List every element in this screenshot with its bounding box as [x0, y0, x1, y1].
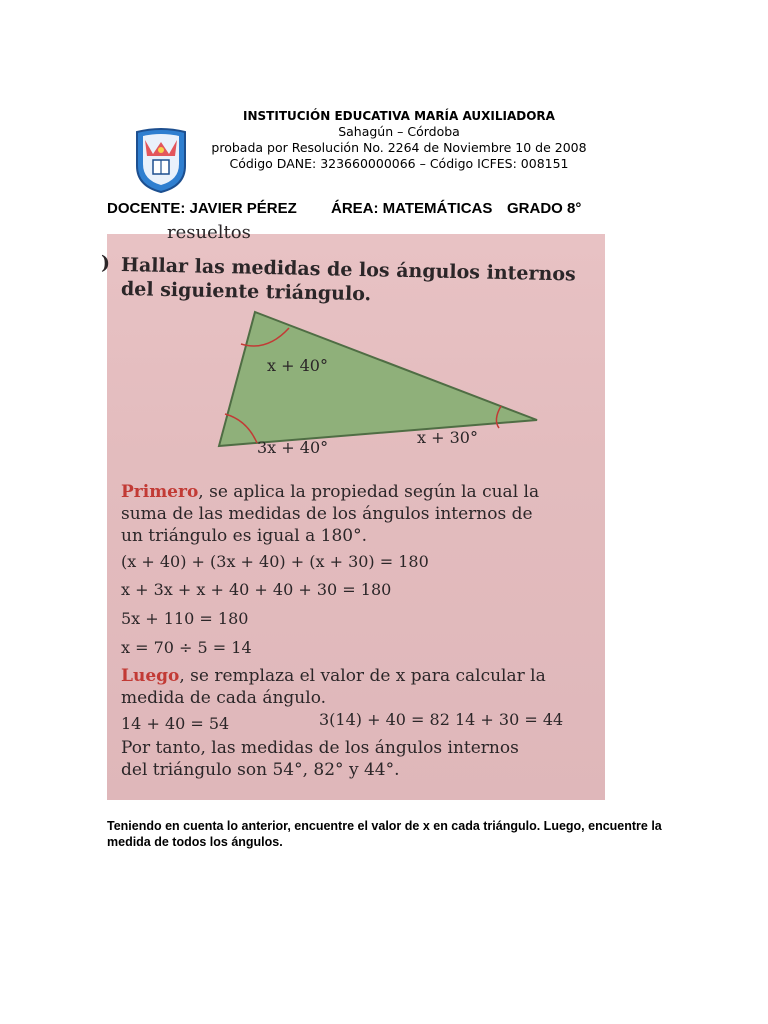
then-keyword: Luego [121, 666, 180, 686]
equation-4: x = 70 ÷ 5 = 14 [121, 638, 252, 657]
calc-2: 3(14) + 40 = 82 14 + 30 = 44 [319, 710, 564, 729]
angle-left-label: 3x + 40° [257, 438, 329, 457]
institution-name: INSTITUCIÓN EDUCATIVA MARÍA AUXILIADORA [243, 109, 555, 123]
fragment-text: resueltos [167, 222, 251, 243]
equation-1: (x + 40) + (3x + 40) + (x + 30) = 180 [121, 552, 429, 571]
equation-3: 5x + 110 = 180 [121, 609, 249, 628]
calc-1: 14 + 40 = 54 [121, 714, 230, 733]
equation-2: x + 3x + x + 40 + 40 + 30 = 180 [121, 580, 392, 599]
example-number: ) [101, 252, 110, 274]
first-step-line3: un triángulo es igual a 180°. [121, 526, 368, 546]
then-step-rest: , se remplaza el valor de x para calcular la [179, 666, 546, 686]
resolution-line: probada por Resolución No. 2264 de Noviembre 10 de 2008 [211, 140, 587, 155]
grade-label: GRADO 8° [507, 200, 582, 217]
school-crest-icon [133, 126, 189, 194]
angle-top-label: x + 40° [267, 356, 328, 375]
problem-title-line2: del siguiente triángulo. [120, 278, 372, 306]
location: Sahagún – Córdoba [338, 124, 460, 139]
conclusion-line2: del triángulo son 54°, 82° y 44°. [121, 760, 400, 780]
problem-title-line1: Hallar las medidas de los ángulos internos [120, 254, 576, 286]
first-step-rest: , se aplica la propiedad según la cual la [198, 482, 540, 502]
first-step-line2: suma de las medidas de los ángulos internos de [121, 504, 533, 524]
first-keyword: Primero [121, 482, 199, 502]
conclusion-line1: Por tanto, las medidas de los ángulos internos [121, 738, 519, 758]
triangle-figure [107, 234, 605, 484]
angle-right-label: x + 30° [417, 428, 478, 447]
textbook-photo [101, 222, 605, 800]
then-step-line1 [121, 666, 546, 686]
exercise-instruction: Teniendo en cuenta lo anterior, encuentre el valor de x en cada triángulo. Luego, encuentre la medida de todos los ángulos. [107, 819, 662, 849]
area-label: ÁREA: MATEMÁTICAS [331, 200, 493, 217]
teacher-label: DOCENTE: JAVIER PÉREZ [107, 200, 297, 217]
first-step-line1 [121, 482, 539, 502]
codes-line: Código DANE: 323660000066 – Código ICFES: 008151 [229, 156, 569, 171]
then-step-line2: medida de cada ángulo. [121, 688, 327, 708]
document-header [0, 108, 768, 172]
